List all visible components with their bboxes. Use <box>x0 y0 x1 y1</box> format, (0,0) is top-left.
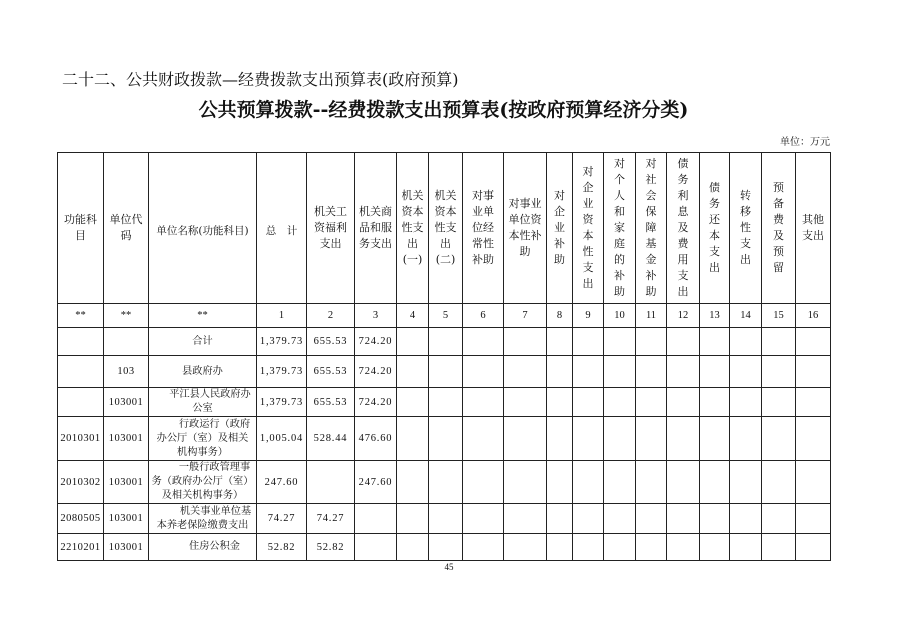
empty-cell <box>397 417 429 461</box>
header-other-expense <box>796 153 831 304</box>
empty-cell <box>667 356 700 388</box>
wage-welfare-cell: 528.44 <box>307 417 355 461</box>
goods-services-cell <box>355 534 397 561</box>
total-cell: 1,005.04 <box>257 417 307 461</box>
empty-cell <box>429 417 463 461</box>
function-code-cell: 2080505 <box>58 504 104 534</box>
header-capital-expense-1 <box>397 153 429 304</box>
goods-services-cell: 247.60 <box>355 461 397 504</box>
empty-cell <box>547 534 573 561</box>
wage-welfare-cell: 655.53 <box>307 356 355 388</box>
unit-name-cell <box>149 417 257 461</box>
goods-services-cell: 724.20 <box>355 328 397 356</box>
empty-cell <box>636 461 667 504</box>
empty-cell <box>667 461 700 504</box>
index-cell: ** <box>104 304 149 328</box>
goods-services-cell: 724.20 <box>355 388 397 417</box>
header-label: 债务还本支出 <box>709 181 720 274</box>
empty-cell <box>463 534 504 561</box>
header-label: 总 计 <box>265 224 298 237</box>
empty-cell <box>796 417 831 461</box>
index-cell: 3 <box>355 304 397 328</box>
header-unit-name <box>149 153 257 304</box>
empty-cell <box>667 328 700 356</box>
function-code-cell: 2210201 <box>58 534 104 561</box>
wage-welfare-cell: 74.27 <box>307 504 355 534</box>
table-row <box>58 388 831 417</box>
empty-cell <box>667 417 700 461</box>
table-row <box>58 356 831 388</box>
unit-name-line: 公室 <box>192 403 213 414</box>
empty-cell <box>573 388 604 417</box>
empty-cell <box>700 388 730 417</box>
empty-cell <box>636 534 667 561</box>
empty-cell <box>796 504 831 534</box>
header-institution-regular-subsidy <box>463 153 504 304</box>
header-label: 机关商品和服务支出 <box>359 205 392 250</box>
header-label: 对企业补助 <box>554 189 565 266</box>
empty-cell <box>700 328 730 356</box>
empty-cell <box>730 328 762 356</box>
empty-cell <box>463 461 504 504</box>
unit-name-line: 务（政府办公厅（室） <box>151 476 254 487</box>
empty-cell <box>730 534 762 561</box>
unit-code-cell: 103001 <box>104 461 149 504</box>
empty-cell <box>504 388 547 417</box>
table-row <box>58 504 831 534</box>
header-label: 单位代码 <box>109 213 143 242</box>
header-institution-capital-subsidy <box>504 153 547 304</box>
empty-cell <box>636 356 667 388</box>
index-cell: ** <box>149 304 257 328</box>
empty-cell <box>429 388 463 417</box>
empty-cell <box>504 534 547 561</box>
empty-cell <box>700 417 730 461</box>
header-label: 机关资本性支出(一) <box>401 189 424 266</box>
empty-cell <box>504 461 547 504</box>
function-code-cell <box>58 388 104 417</box>
empty-cell <box>636 417 667 461</box>
empty-cell <box>573 417 604 461</box>
empty-cell <box>463 417 504 461</box>
function-code-cell <box>58 328 104 356</box>
unit-name-line: 办公厅（室）及相关 <box>156 432 249 444</box>
empty-cell <box>667 534 700 561</box>
header-label: 转移性支出 <box>740 189 751 266</box>
empty-cell <box>547 356 573 388</box>
header-label: 预备费及预留 <box>773 181 784 274</box>
empty-cell <box>762 328 796 356</box>
empty-cell <box>429 461 463 504</box>
table-row <box>58 328 831 356</box>
empty-cell <box>397 356 429 388</box>
index-cell: 16 <box>796 304 831 328</box>
empty-cell <box>429 534 463 561</box>
index-cell: 2 <box>307 304 355 328</box>
index-cell: 14 <box>730 304 762 328</box>
empty-cell <box>796 356 831 388</box>
empty-cell <box>397 504 429 534</box>
section-heading: 二十二、公共财政拨款—经费拨款支出预算表(政府预算) <box>62 70 459 89</box>
goods-services-cell <box>355 504 397 534</box>
unit-code-cell: 103001 <box>104 388 149 417</box>
total-cell: 52.82 <box>257 534 307 561</box>
unit-code-cell: 103001 <box>104 504 149 534</box>
index-cell: 7 <box>504 304 547 328</box>
empty-cell <box>762 534 796 561</box>
empty-cell <box>547 328 573 356</box>
unit-name-line: 县政府办 <box>182 365 223 377</box>
empty-cell <box>573 461 604 504</box>
index-cell: 4 <box>397 304 429 328</box>
empty-cell <box>504 328 547 356</box>
empty-cell <box>796 328 831 356</box>
index-row <box>58 304 831 328</box>
empty-cell <box>796 461 831 504</box>
empty-cell <box>573 534 604 561</box>
empty-cell <box>762 388 796 417</box>
total-cell: 1,379.73 <box>257 388 307 417</box>
header-label: 机关工资福利支出 <box>314 205 347 250</box>
total-cell: 1,379.73 <box>257 356 307 388</box>
empty-cell <box>463 356 504 388</box>
empty-cell <box>604 356 636 388</box>
empty-cell <box>796 534 831 561</box>
total-cell: 247.60 <box>257 461 307 504</box>
index-cell: 5 <box>429 304 463 328</box>
index-cell: 15 <box>762 304 796 328</box>
empty-cell <box>429 328 463 356</box>
header-row <box>58 153 831 304</box>
table-row <box>58 534 831 561</box>
empty-cell <box>429 356 463 388</box>
empty-cell <box>730 504 762 534</box>
empty-cell <box>604 417 636 461</box>
unit-name-cell <box>149 504 257 534</box>
empty-cell <box>504 356 547 388</box>
function-code-cell: 2010302 <box>58 461 104 504</box>
empty-cell <box>762 461 796 504</box>
empty-cell <box>604 534 636 561</box>
empty-cell <box>636 328 667 356</box>
function-code-cell: 2010301 <box>58 417 104 461</box>
header-goods-services <box>355 153 397 304</box>
header-debt-principal <box>700 153 730 304</box>
empty-cell <box>504 417 547 461</box>
header-total <box>257 153 307 304</box>
header-label: 单位名称(功能科目) <box>156 224 249 237</box>
wage-welfare-cell: 52.82 <box>307 534 355 561</box>
empty-cell <box>636 388 667 417</box>
unit-code-cell <box>104 328 149 356</box>
unit-name-cell <box>149 461 257 504</box>
empty-cell <box>700 461 730 504</box>
empty-cell <box>547 461 573 504</box>
header-transfer-expense <box>730 153 762 304</box>
header-label: 对个人和家庭的补助 <box>614 157 625 298</box>
table-row <box>58 461 831 504</box>
empty-cell <box>397 388 429 417</box>
unit-name-line: 一般行政管理事 <box>178 462 251 473</box>
function-code-cell <box>58 356 104 388</box>
empty-cell <box>730 417 762 461</box>
header-label: 债务利息及费用支出 <box>677 157 689 298</box>
index-cell: 9 <box>573 304 604 328</box>
empty-cell <box>730 388 762 417</box>
empty-cell <box>463 328 504 356</box>
empty-cell <box>547 388 573 417</box>
unit-name-line: 合计 <box>192 335 213 347</box>
empty-cell <box>463 388 504 417</box>
unit-name-cell <box>149 388 257 417</box>
header-debt-interest <box>667 153 700 304</box>
empty-cell <box>762 356 796 388</box>
header-social-security-subsidy <box>636 153 667 304</box>
header-reserve-fund <box>762 153 796 304</box>
unit-name-line: 住房公积金 <box>189 541 240 552</box>
unit-name-line: 机关事业单位基 <box>179 505 252 517</box>
empty-cell <box>547 417 573 461</box>
empty-cell <box>667 388 700 417</box>
unit-code-cell: 103001 <box>104 534 149 561</box>
wage-welfare-cell: 655.53 <box>307 328 355 356</box>
index-cell: 8 <box>547 304 573 328</box>
empty-cell <box>463 504 504 534</box>
empty-cell <box>762 504 796 534</box>
header-label: 对企业资本性支出 <box>582 165 594 290</box>
empty-cell <box>700 356 730 388</box>
total-cell: 1,379.73 <box>257 328 307 356</box>
empty-cell <box>604 504 636 534</box>
unit-name-line: 平江县人民政府办 <box>169 389 251 400</box>
index-cell: 11 <box>636 304 667 328</box>
empty-cell <box>547 504 573 534</box>
table-row <box>58 417 831 461</box>
total-cell: 74.27 <box>257 504 307 534</box>
unit-name-line: 本养老保险缴费支出 <box>156 519 249 531</box>
unit-name-line: 机构事务） <box>177 446 228 458</box>
empty-cell <box>762 417 796 461</box>
header-label: 其他支出 <box>802 213 824 242</box>
header-label: 对社会保障基金补助 <box>645 157 657 298</box>
index-cell: 6 <box>463 304 504 328</box>
empty-cell <box>730 461 762 504</box>
index-cell: 13 <box>700 304 730 328</box>
table-title: 公共预算拨款--经费拨款支出预算表(按政府预算经济分类) <box>198 99 689 121</box>
unit-note: 单位：万元 <box>780 137 830 148</box>
header-label: 功能科目 <box>64 213 97 242</box>
unit-name-cell <box>149 356 257 388</box>
empty-cell <box>504 504 547 534</box>
empty-cell <box>397 461 429 504</box>
empty-cell <box>397 534 429 561</box>
header-individual-subsidy <box>604 153 636 304</box>
wage-welfare-cell <box>307 461 355 504</box>
header-wage-welfare <box>307 153 355 304</box>
header-enterprise-capital-expense <box>573 153 604 304</box>
header-enterprise-subsidy <box>547 153 573 304</box>
empty-cell <box>796 388 831 417</box>
header-label: 机关资本性支出(二) <box>434 189 457 266</box>
page-number: 45 <box>444 562 454 572</box>
header-capital-expense-2 <box>429 153 463 304</box>
header-label: 对事业单位资本性补助 <box>508 197 542 258</box>
empty-cell <box>604 388 636 417</box>
unit-name-cell <box>149 534 257 561</box>
index-cell: 12 <box>667 304 700 328</box>
unit-code-cell: 103 <box>104 356 149 388</box>
index-cell: ** <box>58 304 104 328</box>
empty-cell <box>397 328 429 356</box>
empty-cell <box>604 461 636 504</box>
empty-cell <box>730 356 762 388</box>
index-cell: 1 <box>257 304 307 328</box>
unit-name-line: 及相关机构事务） <box>161 490 244 501</box>
wage-welfare-cell: 655.53 <box>307 388 355 417</box>
unit-name-cell <box>149 328 257 356</box>
empty-cell <box>573 356 604 388</box>
header-function-code <box>58 153 104 304</box>
empty-cell <box>604 328 636 356</box>
empty-cell <box>700 504 730 534</box>
goods-services-cell: 724.20 <box>355 356 397 388</box>
empty-cell <box>636 504 667 534</box>
empty-cell <box>573 328 604 356</box>
empty-cell <box>573 504 604 534</box>
empty-cell <box>667 504 700 534</box>
index-cell: 10 <box>604 304 636 328</box>
unit-name-line: 行政运行（政府 <box>178 418 251 430</box>
header-label: 对事业单位经常性补助 <box>472 189 494 266</box>
empty-cell <box>429 504 463 534</box>
goods-services-cell: 476.60 <box>355 417 397 461</box>
budget-table <box>57 152 831 561</box>
empty-cell <box>700 534 730 561</box>
unit-code-cell: 103001 <box>104 417 149 461</box>
header-unit-code <box>104 153 149 304</box>
